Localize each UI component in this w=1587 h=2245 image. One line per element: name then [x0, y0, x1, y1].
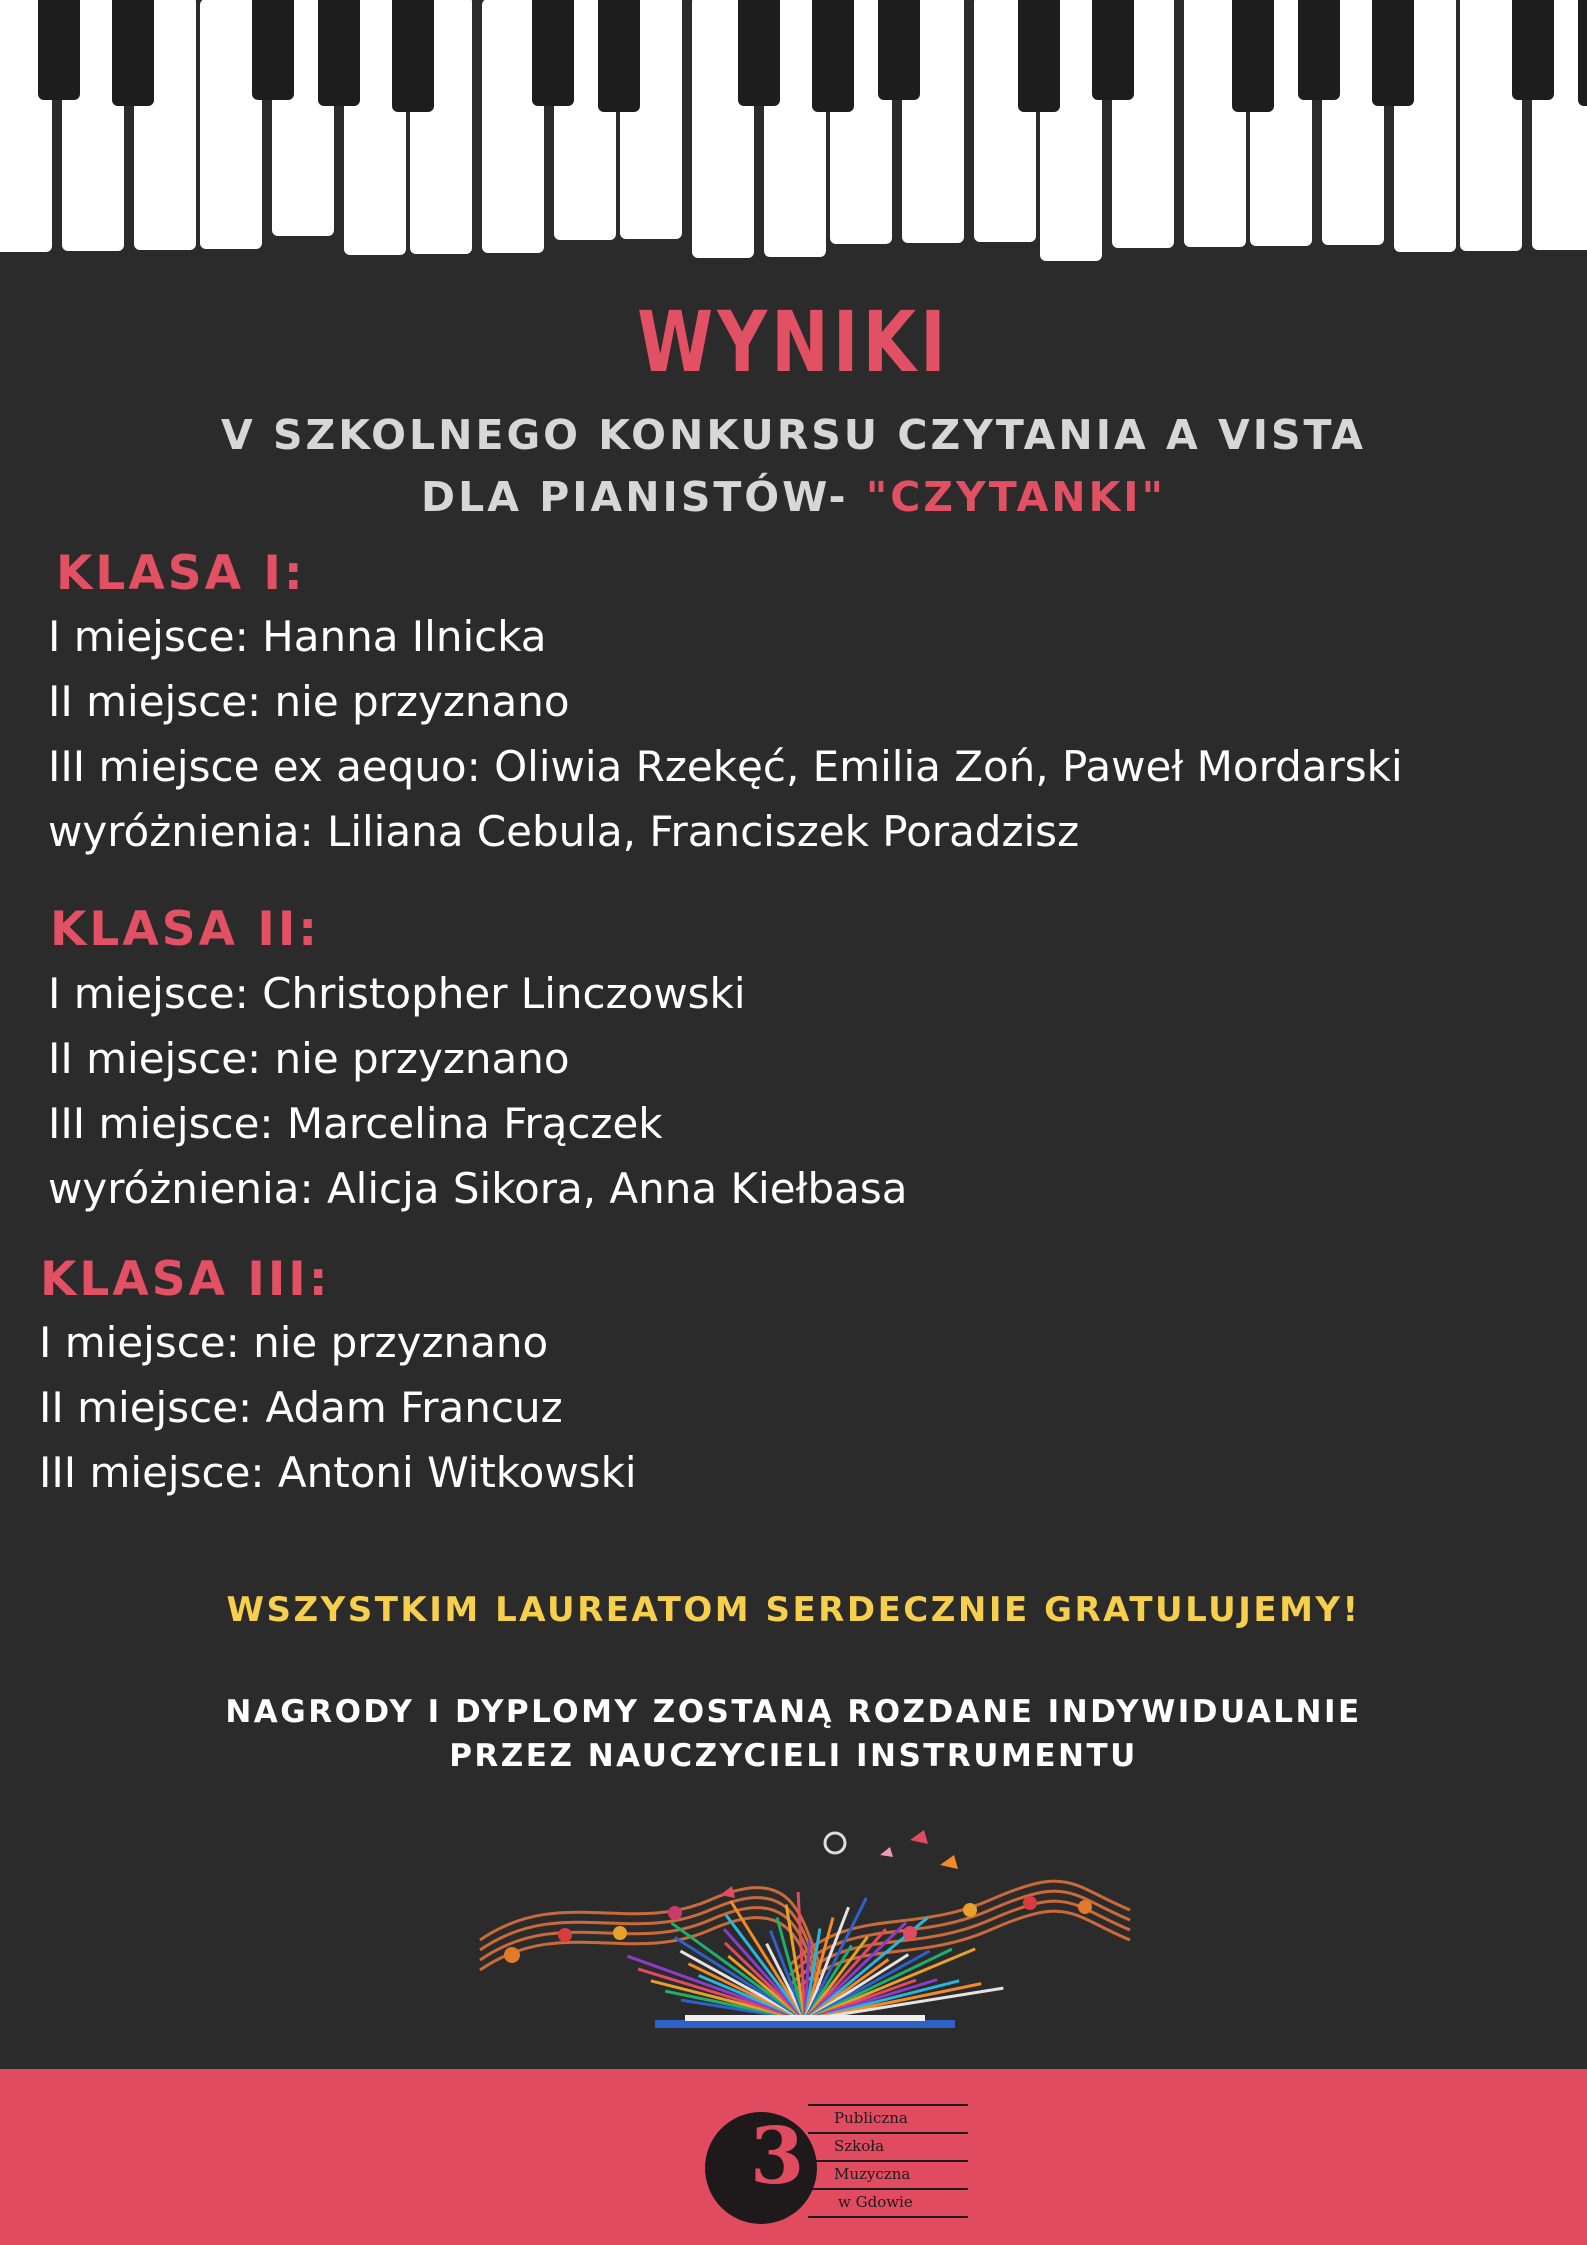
subtitle-prefix: DLA PIANISTÓW-: [421, 473, 866, 521]
class-3-result-3: III miejsce: Antoni Witkowski: [39, 1448, 637, 1497]
awards-notice: [0, 1690, 1587, 1778]
logo-staff-line: [808, 2216, 968, 2218]
class-1-heading: KLASA I:: [56, 546, 306, 601]
black-key: [812, 0, 854, 112]
class-2-result-4: wyróżnienia: Alicja Sikora, Anna Kiełbasa: [48, 1164, 908, 1213]
subtitle-line-1: V SZKOLNEGO KONKURSU CZYTANIA A VISTA: [220, 411, 1366, 459]
logo-text-line-2: Szkoła: [834, 2137, 885, 2155]
black-key: [1298, 0, 1340, 100]
class-1-result-2: II miejsce: nie przyznano: [48, 677, 570, 726]
logo-staff-line: [808, 2188, 968, 2190]
class-3-result-2: II miejsce: Adam Francuz: [39, 1383, 563, 1432]
congratulations-message: WSZYSTKIM LAUREATOM SERDECZNIE GRATULUJEMY!: [226, 1590, 1361, 1630]
logo-staff-line: [808, 2104, 968, 2106]
awards-notice-line-1: NAGRODY I DYPLOMY ZOSTANĄ ROZDANE INDYWIDUALNIE: [225, 1694, 1362, 1730]
logo-staff: [808, 2104, 968, 2222]
class-1-result-1: I miejsce: Hanna Ilnicka: [48, 612, 547, 661]
black-key: [878, 0, 920, 100]
black-key: [112, 0, 154, 106]
black-key: [1578, 0, 1587, 106]
logo-emblem: [705, 2112, 817, 2224]
class-1-result-4: wyróżnienia: Liliana Cebula, Franciszek Poradzisz: [48, 807, 1080, 856]
class-2-result-1: I miejsce: Christopher Linczowski: [48, 969, 746, 1018]
black-key: [392, 0, 434, 112]
class-3-heading: KLASA III:: [40, 1252, 331, 1307]
subtitle: [0, 404, 1587, 528]
logo-text-line-4: w Gdowie: [838, 2193, 913, 2211]
black-key: [532, 0, 574, 106]
black-key: [318, 0, 360, 106]
class-2-result-3: III miejsce: Marcelina Frączek: [48, 1099, 663, 1148]
black-key: [1512, 0, 1554, 100]
black-key: [38, 0, 80, 100]
black-key: [252, 0, 294, 100]
subtitle-line-2: [0, 466, 1587, 528]
black-key: [1018, 0, 1060, 112]
class-1-result-3: III miejsce ex aequo: Oliwia Rzekęć, Emilia Zoń, Paweł Mordarski: [48, 742, 1403, 791]
competition-name: "CZYTANKI": [865, 473, 1166, 521]
piano-keys-illustration: [0, 0, 1587, 272]
logo-staff-line: [808, 2132, 968, 2134]
logo-text-line-1: Publiczna: [834, 2109, 908, 2127]
awards-notice-line-2: PRZEZ NAUCZYCIELI INSTRUMENTU: [449, 1738, 1138, 1774]
logo-text-line-3: Muzyczna: [834, 2165, 911, 2183]
black-key: [598, 0, 640, 112]
page-title: WYNIKI: [637, 293, 950, 391]
logo-number: 3: [750, 2111, 805, 2202]
black-key: [1232, 0, 1274, 112]
black-key: [738, 0, 780, 106]
school-logo: [700, 2097, 970, 2217]
music-book-illustration: [470, 1815, 1140, 2040]
logo-staff-line: [808, 2160, 968, 2162]
black-key: [1372, 0, 1414, 106]
class-2-result-2: II miejsce: nie przyznano: [48, 1034, 570, 1083]
black-key: [1092, 0, 1134, 100]
class-2-heading: KLASA II:: [50, 902, 321, 957]
class-3-result-1: I miejsce: nie przyznano: [39, 1318, 549, 1367]
